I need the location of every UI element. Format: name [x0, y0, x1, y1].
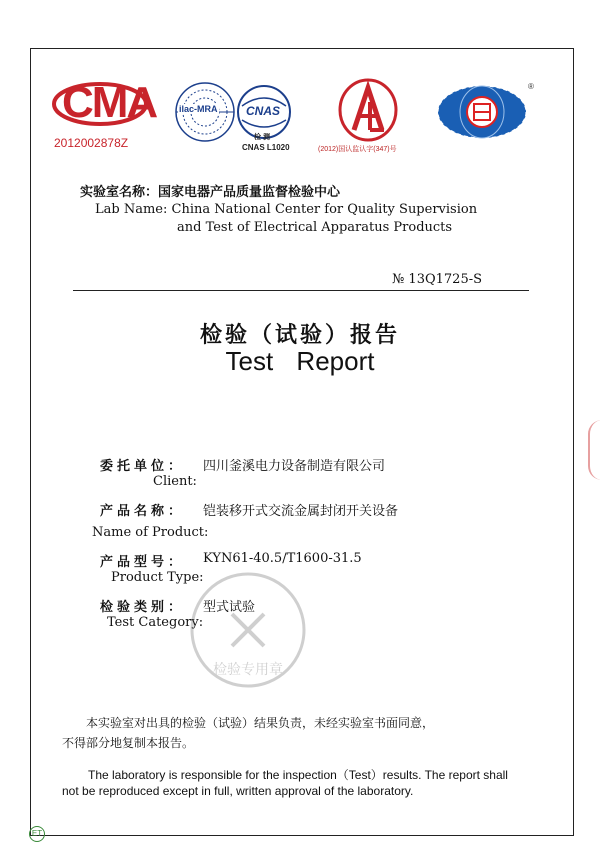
stamp-text: 检验专用章 — [213, 662, 283, 678]
cnas-label: CNAS — [246, 104, 281, 118]
report-title-en: Test Report — [225, 346, 375, 376]
page-edge-stamp-fragment — [588, 420, 600, 480]
client-value: 四川釜溪电力设备制造有限公司 — [203, 459, 386, 474]
report-title-cn: 检验（试验）报告 — [199, 323, 400, 348]
inspection-seal-stamp — [188, 570, 308, 690]
product-name-value: 铠装移开式交流金属封闭开关设备 — [203, 504, 399, 519]
ilac-cnas-logo — [172, 80, 296, 156]
notice-en-line1: The laboratory is responsible for the inspection（Test）results. The report shall — [88, 768, 508, 782]
ilac-mra-label: ilac-MRA — [179, 104, 218, 114]
cqc-registered-mark: ® — [528, 82, 534, 91]
notice-cn-line2: 不得部分地复制本报告。 — [62, 736, 195, 750]
cnas-caption-cn: 检 测 — [254, 134, 270, 141]
lab-name-en-line1: Lab Name: China National Center for Quality Supervision — [95, 202, 478, 217]
lab-name-cn: 实验室名称：国家电器产品质量监督检验中心 — [80, 185, 341, 200]
product-type-label-cn: 产品型号： — [100, 555, 186, 570]
test-category-value: 型式试验 — [203, 600, 256, 615]
cma-logo — [52, 78, 157, 152]
product-type-value: KYN61-40.5/T1600-31.5 — [203, 551, 362, 566]
client-label-cn: 委托单位： — [100, 459, 186, 474]
notice-cn-line1: 本实验室对出具的检验（试验）结果负责，未经实验室书面同意， — [86, 716, 435, 730]
product-name-label-en: Name of Product: — [92, 525, 209, 540]
cma-number: 2012002878Z — [54, 136, 129, 150]
cqc-logo — [432, 82, 542, 142]
cal-logo — [318, 78, 418, 154]
cma-letters: CMA — [62, 78, 157, 127]
product-name-label-cn: 产品名称： — [100, 504, 186, 519]
test-category-label-en: Test Category: — [107, 615, 204, 630]
test-category-label-cn: 检验类别： — [100, 600, 186, 615]
header-divider — [73, 290, 529, 291]
notice-en-line2: not be reproduced except in full, written approval of the laboratory. — [62, 784, 414, 798]
product-type-label-en: Product Type: — [111, 570, 204, 585]
cal-caption: (2012)国认监认字(347)号 — [318, 146, 397, 153]
report-number: № 13Q1725-S — [392, 272, 483, 287]
client-label-en: Client: — [153, 474, 197, 489]
corner-mark-icon: ET — [29, 826, 45, 842]
cal-logo-graphic — [318, 78, 418, 142]
cnas-code: CNAS L1020 — [242, 143, 290, 152]
lab-name-en-line2: and Test of Electrical Apparatus Products — [177, 220, 453, 235]
cqc-globe-icon — [432, 82, 542, 142]
